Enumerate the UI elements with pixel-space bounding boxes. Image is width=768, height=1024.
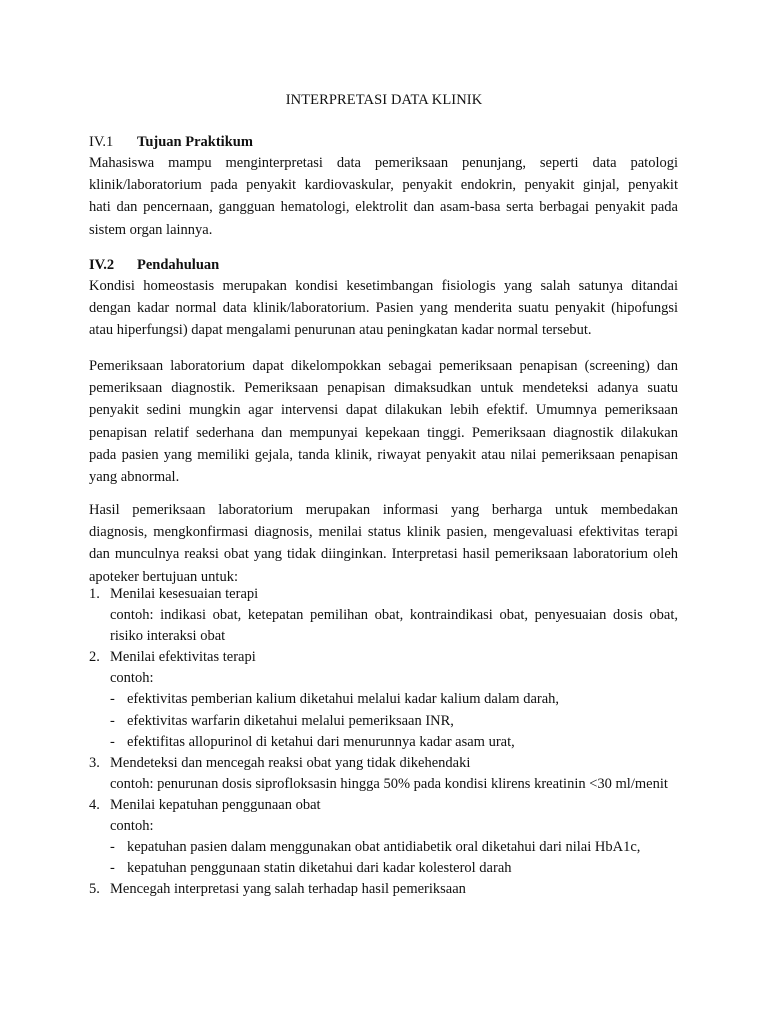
- dash-item: [110, 837, 689, 858]
- list-marker: 4.: [89, 796, 100, 813]
- section-number: IV.1: [89, 134, 114, 150]
- paragraph-tujuan: [89, 152, 678, 241]
- text-line: hati dan pencernaan, gangguan hematologi, elektrolit dan asam-basa serta berbagai penyakit pada: [89, 199, 678, 216]
- dash-item: [110, 711, 689, 732]
- list-item-title: Mencegah interpretasi yang salah terhadap hasil pemeriksaan: [110, 881, 466, 898]
- paragraph-pendahuluan-2: [89, 355, 678, 488]
- list-item-title: Mendeteksi dan mencegah reaksi obat yang tidak dikehendaki: [110, 754, 471, 771]
- section-heading-tujuan: [89, 134, 253, 151]
- dash-marker: -: [110, 712, 115, 729]
- dash-item: [110, 732, 689, 753]
- list-marker: 2.: [89, 649, 100, 666]
- page-title: INTERPRETASI DATA KLINIK: [285, 92, 483, 108]
- text-line: Hasil pemeriksaan laboratorium merupakan informasi yang berharga untuk membedakan: [89, 502, 678, 518]
- list-item: [89, 795, 689, 879]
- list-item-title: Menilai efektivitas terapi: [110, 649, 256, 666]
- dash-text: efektivitas pemberian kalium diketahui melalui kadar kalium dalam darah,: [127, 691, 560, 708]
- paragraph-pendahuluan-1: [89, 275, 678, 342]
- list-marker: 1.: [89, 586, 100, 602]
- dash-text: kepatuhan pasien dalam menggunakan obat antidiabetik oral diketahui dari nilai HbA1c,: [127, 839, 641, 856]
- text-line: Pemeriksaan laboratorium dapat dikelompokkan sebagai pemeriksaan penapisan (screening) dan: [89, 358, 678, 374]
- list-item-title: Menilai kesesuaian terapi: [110, 586, 259, 602]
- list-item-example: contoh:: [110, 818, 154, 835]
- text-line: dengan kadar normal data klinik/laboratorium. Pasien yang menderita suatu penyakit (hipofungsi: [89, 300, 678, 317]
- dash-marker: -: [110, 733, 115, 750]
- text-line: atau hiperfungsi) dapat mengalami penurunan atau peningkatan kadar normal tersebut.: [89, 322, 592, 339]
- list-item-example: contoh: penurunan dosis siprofloksasin hingga 50% pada kondisi klirens kreatinin <30 ml/menit: [110, 775, 668, 792]
- dash-marker: -: [110, 860, 115, 877]
- list-item-example: contoh:: [110, 670, 154, 687]
- list-item-title: Menilai kepatuhan penggunaan obat: [110, 796, 321, 813]
- numbered-list: [89, 584, 689, 900]
- section-heading-pendahuluan: [89, 257, 219, 274]
- text-line: diagnosis, mengkonfirmasi diagnosis, menilai status klinik pasien, mengevaluasi efektivitas terapi: [89, 524, 678, 541]
- paragraph-pendahuluan-3: [89, 499, 678, 588]
- dash-text: efektivitas warfarin diketahui melalui pemeriksaan INR,: [127, 712, 454, 729]
- list-item-example: risiko interaksi obat: [110, 628, 226, 645]
- section-title: Tujuan Praktikum: [137, 134, 253, 150]
- text-line: klinik/laboratorium pada penyakit kardiovaskular, penyakit endokrin, penyakit ginjal, penyakit: [89, 177, 678, 194]
- text-line: pada pasien yang memiliki gejala, tanda klinik, riwayat penyakit atau nilai pemeriksaan penapisan: [89, 446, 678, 463]
- list-marker: 5.: [89, 881, 100, 898]
- dash-item: [110, 858, 689, 879]
- text-line: pemeriksaan diagnostik. Pemeriksaan penapisan dimaksudkan untuk mendeteksi adanya suatu: [89, 380, 678, 397]
- list-item: [89, 584, 689, 647]
- text-line: apoteker bertujuan untuk:: [89, 568, 238, 585]
- list-item: [89, 647, 689, 752]
- text-line: dan munculnya reaksi obat yang tidak diinginkan. Interpretasi hasil pemeriksaan laboratorium oleh: [89, 546, 678, 563]
- dash-text: efektifitas allopurinol di ketahui dari menurunnya kadar asam urat,: [127, 733, 515, 750]
- text-line: Mahasiswa mampu menginterpretasi data pemeriksaan penunjang, seperti data patologi: [89, 155, 678, 171]
- text-line: sistem organ lainnya.: [89, 221, 213, 238]
- dash-text: kepatuhan penggunaan statin diketahui dari kadar kolesterol darah: [127, 860, 512, 877]
- text-line: penapisan relatif sederhana dan mempunyai kepekaan tinggi. Pemeriksaan diagnostik dilakukan: [89, 424, 678, 441]
- list-item: [89, 753, 689, 795]
- dash-marker: -: [110, 691, 115, 708]
- text-line: Kondisi homeostasis merupakan kondisi kesetimbangan fisiologis yang salah satunya ditandai: [89, 278, 678, 294]
- list-item-example: contoh: indikasi obat, ketepatan pemilihan obat, kontraindikasi obat, penyesuaian dosis obat,: [110, 607, 678, 624]
- list-item: [89, 879, 689, 900]
- section-title: Pendahuluan: [137, 257, 220, 273]
- dash-marker: -: [110, 839, 115, 856]
- dash-item: [110, 689, 689, 710]
- text-line: yang abnormal.: [89, 469, 180, 486]
- section-number: IV.2: [89, 257, 115, 273]
- text-line: penyakit sedini mungkin agar intervensi dapat dilakukan lebih efektif. Umumnya pemeriksaan: [89, 402, 678, 419]
- list-marker: 3.: [89, 754, 100, 771]
